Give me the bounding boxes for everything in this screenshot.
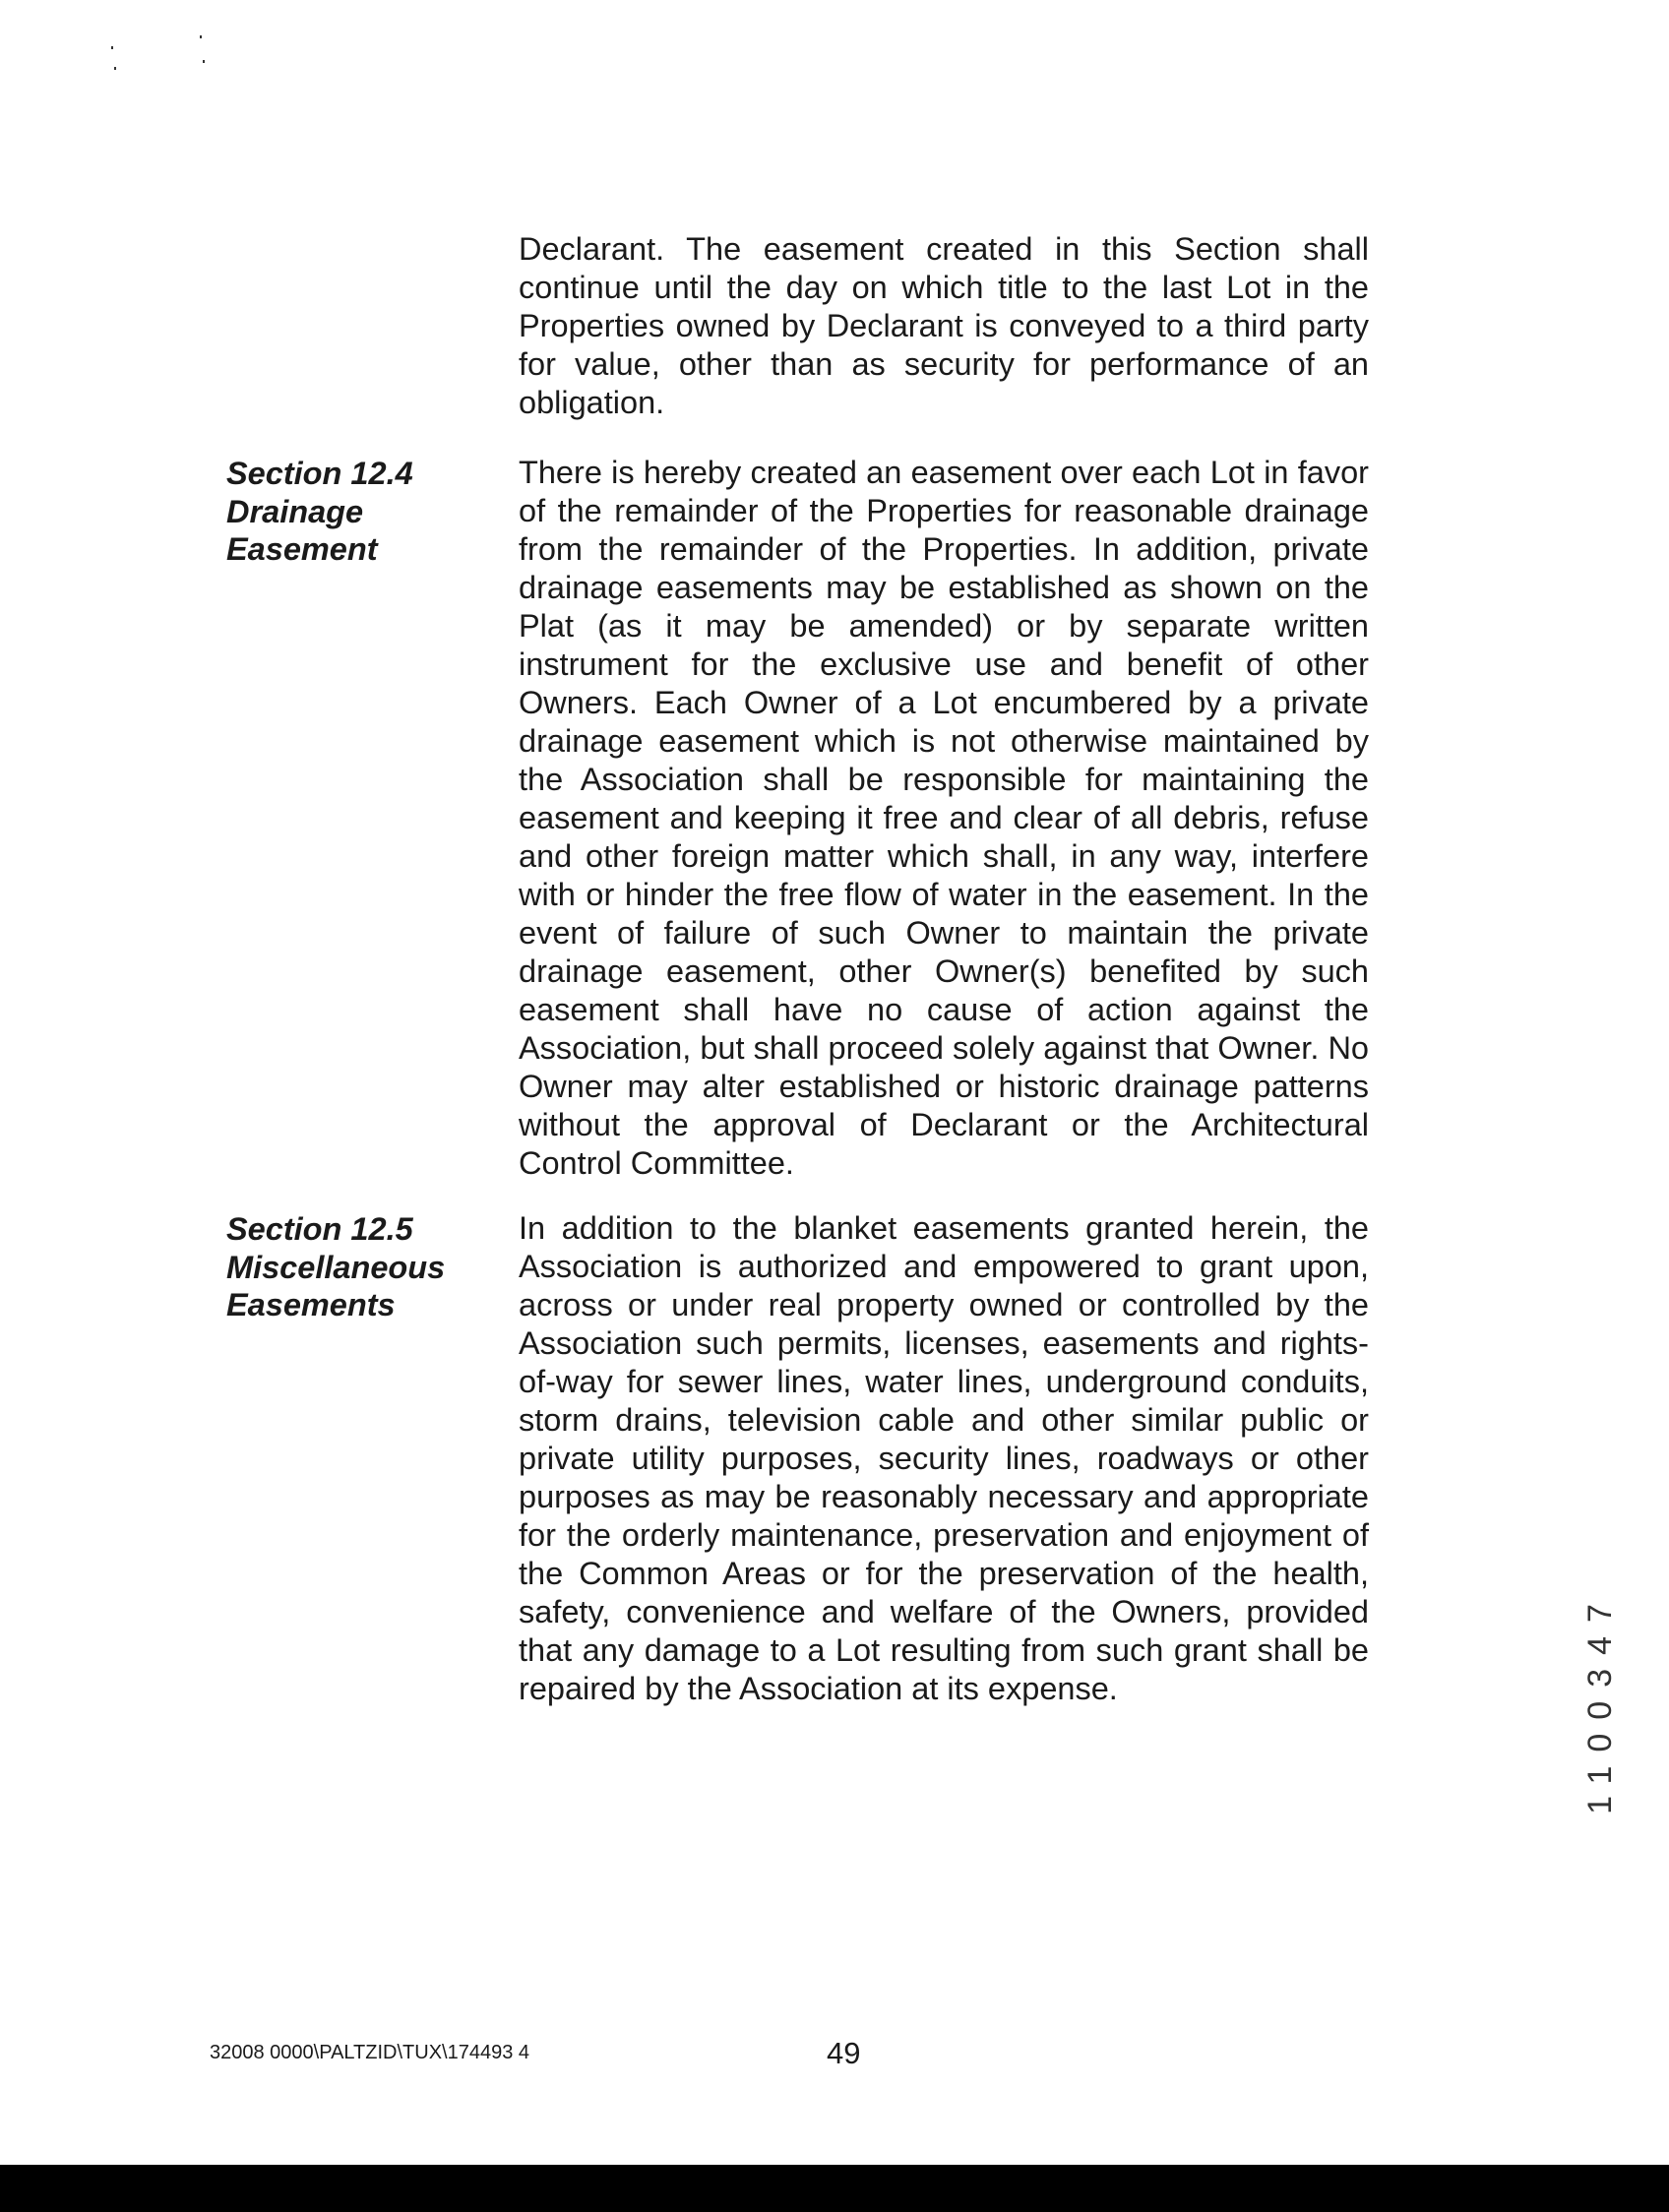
scan-speck — [111, 46, 113, 49]
scan-speck — [114, 67, 116, 70]
continuation-paragraph: Declarant. The easement created in this Section shall continue until the day on which title to the last Lot in the Properties owned by Declarant is conveyed to a third party for value, other than as security for performance of an obligation. — [519, 231, 1369, 420]
footer-document-id: 32008 0000\PALTZID\TUX\174493 4 — [210, 2042, 530, 2063]
scan-speck — [200, 35, 202, 38]
section-number: Section 12.4 — [226, 456, 413, 491]
section-title-line: Miscellaneous — [226, 1249, 446, 1285]
section-12-4-body: There is hereby created an easement over each Lot in favor of the remainder of the Properties for reasonable drainage from the remainder of the Properties. In addition, private drainage easements may be established as shown on the Plat (as it may be amended) or by separate written instrument for the exclusive use and benefit of other Owners. Each Owner of a Lot encumbered by a private drainage easement which is not otherwise maintained by the Association shall be responsible for maintaining the easement and keeping it free and clear of all debris, refuse and other foreign matter which shall, in any way, interfere with or hinder the free flow of water in the easement. In the event of failure of such Owner to maintain the private drainage easement, other Owner(s) benefited by such easement shall have no cause of action against the Association, but shall proceed solely against that Owner. No Owner may alter established or historic drainage patterns without the approval of Declarant or the Architectural Control Committee. — [519, 455, 1369, 1181]
section-title-line: Easements — [226, 1287, 396, 1322]
section-12-5-heading — [226, 1210, 492, 1324]
section-12-4-heading — [226, 455, 492, 569]
margin-stamp-number — [1565, 1476, 1634, 1929]
section-number: Section 12.5 — [226, 1211, 413, 1247]
page-number: 49 — [827, 2036, 861, 2070]
section-12-5-body: In addition to the blanket easements granted herein, the Association is authorized and empowered to grant upon, across or under real property owned or controlled by the Association such permits, licenses, easements and rights-of-way for sewer lines, water lines, underground conduits, storm drains, television cable and other similar public or private utility purposes, security lines, roadways or other purposes as may be reasonably necessary and appropriate for the orderly maintenance, preservation and enjoyment of the Common Areas or for the preservation of the health, safety, convenience and welfare of the Owners, provided that any damage to a Lot resulting from such grant shall be repaired by the Association at its expense. — [519, 1210, 1369, 1706]
margin-stamp-text: 1100347 — [1581, 1590, 1619, 1814]
section-title-line: Drainage — [226, 493, 364, 529]
scan-speck — [203, 60, 205, 63]
section-title-line: Easement — [226, 531, 378, 567]
